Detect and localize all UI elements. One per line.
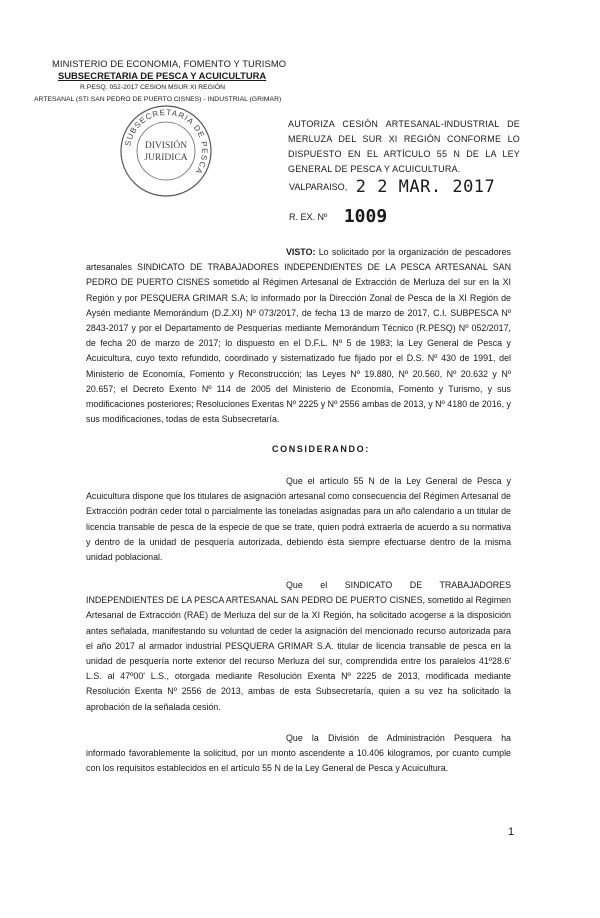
visto-paragraph xyxy=(86,245,511,427)
resolution-number-line xyxy=(289,204,387,225)
reference-line: R.PESQ. 052-2017 CESION MSUR XI REGIÓN xyxy=(80,84,226,91)
date-stamp: 2 2 MAR. 2017 xyxy=(355,177,496,197)
visto-lead: VISTO: xyxy=(286,247,316,257)
juridica-stamp xyxy=(118,103,214,199)
considerando-paragraph: Que la División de Administración Pesquera ha informado favorablemente la solicitud, por un monto ascendente a 10.406 kilogramos, por cuanto cumple con los requisitos establecidos en el artículo 55 N de la Ley General de Pesca y Acuicultura. xyxy=(86,733,511,774)
stamp-line-division: DIVISIÓN xyxy=(144,141,188,151)
rex-label: R. EX. Nº xyxy=(289,212,328,222)
visto-text: Lo solicitado por la organización de pescadores artesanales SINDICATO DE TRABAJADORES INDEPENDIENTES DE LA PESCA ARTESANAL SAN PEDRO DE PUERTO CISNES sometido al Régimen Artesanal de Extracción de Merluza del sur en la XI Región y por PESQUERA GRIMAR S.A; lo informado por la Dirección Zonal de Pesca de la XI Región de Aysén mediante Memorándum (D.Z.XI) Nº 073/2017, de fecha 13 de marzo de 2017, C.I. SUBPESCA Nº 2843-2017 y por el Departamento de Pesquerías mediante Memorándum Técnico (R.PESQ) Nº 052/2017, de fecha 20 de marzo de 2017; lo dispuesto en el D.F.L. Nº 5 de 1983; la Ley General de Pesca y Acuicultura, cuyo texto refundido, coordinado y sistematizado fue fijado por el D.S. Nº 430 de 1991, del Ministerio de Economía, Fomento y Reconstrucción; las Leyes Nº 19.880, Nº 20.560, Nº 20.632 y Nº 20.657; el Decreto Exento Nº 114 de 2005 del Ministerio de Economía, Fomento y Turismo, y sus modificaciones posteriores; Resoluciones Exentas Nº 2225 y Nº 2556 ambas de 2013, y Nº 4180 de 2016, y sus modificaciones, todas de esta Subsecretaría. xyxy=(86,247,511,425)
resolution-title: AUTORIZA CESIÓN ARTESANAL-INDUSTRIAL DE MERLUZA DEL SUR XI REGIÓN CONFORME LO DISPUESTO EN EL ARTÍCULO 55 N DE LA LEY GENERAL DE PESCA Y ACUICULTURA. xyxy=(288,119,520,174)
stamp-line-juridica: JURIDICA xyxy=(144,153,188,163)
page-number: 1 xyxy=(508,826,515,838)
date-line xyxy=(289,175,495,195)
stamp-ring-text: SUBSECRETARIA DE PESCA xyxy=(123,107,210,177)
considerando-paragraph: Que el artículo 55 N de la Ley General de Pesca y Acuicultura dispone que los titulares de asignación artesanal como consecuencia del Régimen Artesanal de Extracción podrán ceder total o parcialmente las toneladas asignadas para un año calendario a un titular de licencia transable de pesca de la especie de que se trate, quien podrá extraerla de acuerdo a su normativa y dentro de la unidad de pesquería autorizada, debiendo ésta siempre efectuarse dentro de la misma unidad poblacional. xyxy=(86,476,511,563)
considerando-heading: CONSIDERANDO: xyxy=(272,444,370,454)
rex-number: 1009 xyxy=(343,206,388,227)
subsecretaria-name: SUBSECRETARIA DE PESCA Y ACUICULTURA xyxy=(58,70,267,81)
considerando-paragraph: Que el SINDICATO DE TRABAJADORES INDEPENDIENTES DE LA PESCA ARTESANAL SAN PEDRO DE PUERTO CISNES, sometido al Régimen Artesanal de Extracción (RAE) de Merluza del sur de la XI Región, ha solicitado acogerse a la disposición antes señalada, manifestando su voluntad de ceder la asignación del mencionado recurso autorizada para el año 2017 al armador industrial PESQUERA GRIMAR S.A. titular de licencia transable de pesca en la unidad de pesquería norte exterior del recurso Merluza del sur, comprendida entre los paralelos 41º28.6' L.S. al 47º00' L.S., otorgada mediante Resolución Exenta Nº 2225 de 2013, modificada mediante Resolución Exenta Nº 2556 de 2013, ambas de esta Subsecretaría, quien a su vez ha solicitado la aprobación de la señalada cesión. xyxy=(86,580,511,712)
ministry-name: MINISTERIO DE ECONOMIA, FOMENTO Y TURISMO xyxy=(52,58,287,69)
letterhead xyxy=(34,58,287,106)
parties-line: ARTESANAL (STI SAN PEDRO DE PUERTO CISNES) - INDUSTRIAL (GRIMAR) xyxy=(34,96,282,103)
date-city: VALPARAISO, xyxy=(289,182,348,192)
